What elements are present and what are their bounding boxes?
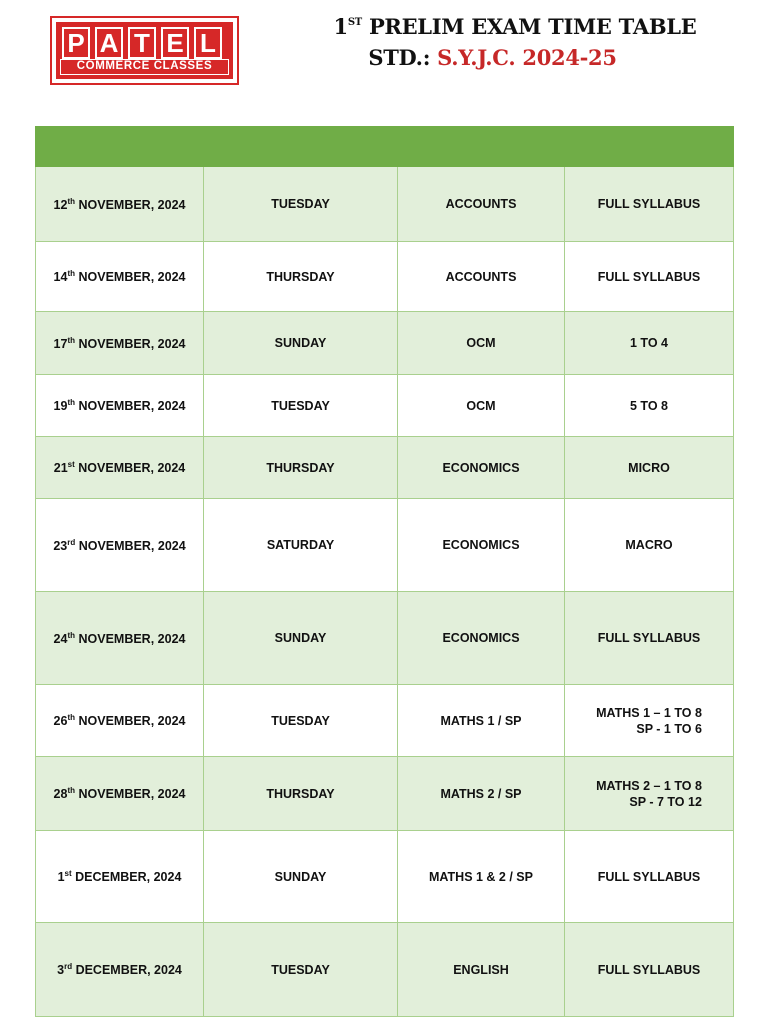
title-text: PRELIM EXAM TIME TABLE — [368, 14, 697, 39]
date-month: NOVEMBER, 2024 — [78, 399, 186, 413]
date-cell — [36, 685, 204, 757]
table-header-row — [36, 127, 734, 167]
weekday-cell: THURSDAY — [204, 757, 398, 831]
date-suffix: th — [67, 335, 75, 345]
title-number: 1 — [333, 14, 348, 39]
std-label: STD.: — [368, 45, 431, 70]
logo-letters — [62, 27, 222, 59]
date-month: NOVEMBER, 2024 — [78, 631, 186, 646]
table-row — [36, 312, 734, 375]
header-cell — [398, 127, 565, 167]
patel-logo — [50, 16, 239, 85]
header-cell — [36, 127, 204, 167]
weekday-cell: TUESDAY — [204, 167, 398, 242]
portion-line: MATHS 2 – 1 TO 8 — [596, 778, 702, 793]
date-month: NOVEMBER, 2024 — [78, 787, 186, 801]
logo-subtitle: COMMERCE CLASSES — [60, 59, 229, 75]
subject-cell: MATHS 2 / SP — [398, 757, 565, 831]
portion-line: MICRO — [628, 460, 670, 475]
date-cell — [36, 437, 204, 499]
date-day: 12 — [53, 197, 68, 212]
weekday-cell: SUNDAY — [204, 831, 398, 923]
portion-line: FULL SYLLABUS — [597, 631, 701, 645]
subject-cell: ECONOMICS — [398, 437, 565, 499]
date-cell — [36, 592, 204, 685]
portion-line: 1 TO 4 — [630, 336, 668, 350]
portion-line: FULL SYLLABUS — [597, 269, 701, 284]
portion-cell — [565, 167, 734, 242]
weekday-cell: SUNDAY — [204, 592, 398, 685]
portion-line: FULL SYLLABUS — [597, 869, 701, 884]
weekday-cell: SUNDAY — [204, 312, 398, 375]
weekday-cell: TUESDAY — [204, 923, 398, 1017]
subject-cell: ACCOUNTS — [398, 242, 565, 312]
portion-line: SP - 1 TO 6 — [636, 721, 702, 736]
date-day: 19 — [53, 399, 68, 413]
logo-letter: P — [62, 27, 90, 59]
date-month: NOVEMBER, 2024 — [78, 336, 186, 351]
header-cell — [565, 127, 734, 167]
date-cell — [36, 923, 204, 1017]
date-suffix: th — [67, 398, 75, 407]
date-month: DECEMBER, 2024 — [75, 870, 182, 884]
date-cell — [36, 167, 204, 242]
date-month: NOVEMBER, 2024 — [78, 461, 186, 475]
portion-lines — [596, 778, 702, 810]
date-day: 17 — [53, 336, 68, 351]
table-row — [36, 375, 734, 437]
timetable — [35, 126, 734, 1017]
date-day: 21 — [53, 461, 68, 475]
date-cell — [36, 757, 204, 831]
date-suffix: th — [67, 269, 75, 278]
logo-background — [56, 22, 233, 79]
date-suffix: th — [67, 713, 75, 722]
date-cell — [36, 312, 204, 375]
portion-line: SP - 7 TO 12 — [629, 794, 702, 809]
table-row — [36, 831, 734, 923]
subject-cell: MATHS 1 / SP — [398, 685, 565, 757]
table-row — [36, 757, 734, 831]
date-suffix: rd — [67, 537, 76, 547]
date-cell — [36, 499, 204, 592]
portion-line: FULL SYLLABUS — [597, 197, 701, 211]
table-row — [36, 499, 734, 592]
weekday-cell: THURSDAY — [204, 437, 398, 499]
table-row — [36, 923, 734, 1017]
date-day: 1 — [57, 870, 65, 884]
date-month: NOVEMBER, 2024 — [78, 270, 186, 284]
std-value: S.Y.J.C. 2024-25 — [437, 45, 617, 70]
portion-cell — [565, 592, 734, 685]
portion-cell — [565, 831, 734, 923]
portion-cell — [565, 757, 734, 831]
date-suffix: th — [67, 630, 75, 640]
date-cell — [36, 831, 204, 923]
title-ordinal: ST — [347, 17, 362, 28]
weekday-cell: THURSDAY — [204, 242, 398, 312]
date-suffix: st — [67, 460, 75, 469]
logo-letter: T — [128, 27, 156, 59]
date-cell — [36, 242, 204, 312]
date-day: 3 — [57, 963, 65, 977]
logo-letter: A — [95, 27, 123, 59]
date-month: NOVEMBER, 2024 — [78, 538, 186, 553]
subject-cell: OCM — [398, 375, 565, 437]
date-day: 23 — [53, 538, 68, 553]
date-month: DECEMBER, 2024 — [75, 963, 182, 977]
portion-line: MATHS 1 – 1 TO 8 — [596, 705, 702, 720]
table-row — [36, 592, 734, 685]
subject-cell: OCM — [398, 312, 565, 375]
weekday-cell: TUESDAY — [204, 685, 398, 757]
date-suffix: th — [67, 196, 75, 206]
date-cell — [36, 375, 204, 437]
date-day: 24 — [53, 631, 68, 646]
date-day: 14 — [53, 270, 68, 284]
date-suffix: th — [67, 786, 75, 795]
portion-cell — [565, 375, 734, 437]
date-suffix: st — [64, 869, 72, 878]
subject-cell: ENGLISH — [398, 923, 565, 1017]
subject-cell: MATHS 1 & 2 / SP — [398, 831, 565, 923]
subject-cell: ECONOMICS — [398, 499, 565, 592]
date-month: NOVEMBER, 2024 — [78, 714, 186, 728]
table-row — [36, 685, 734, 757]
weekday-cell: SATURDAY — [204, 499, 398, 592]
portion-line: MACRO — [625, 538, 673, 552]
weekday-cell: TUESDAY — [204, 375, 398, 437]
portion-cell — [565, 499, 734, 592]
portion-line: FULL SYLLABUS — [597, 962, 701, 977]
date-suffix: rd — [64, 962, 73, 971]
portion-cell — [565, 437, 734, 499]
portion-lines — [596, 705, 702, 737]
date-day: 26 — [53, 714, 68, 728]
date-month: NOVEMBER, 2024 — [78, 197, 186, 212]
logo-letter: E — [161, 27, 189, 59]
standard-line — [330, 45, 655, 70]
table-row — [36, 167, 734, 242]
subject-cell: ACCOUNTS — [398, 167, 565, 242]
portion-cell — [565, 312, 734, 375]
header-cell — [204, 127, 398, 167]
page-title — [330, 14, 700, 39]
date-day: 28 — [53, 787, 68, 801]
portion-cell — [565, 685, 734, 757]
portion-cell — [565, 242, 734, 312]
portion-cell — [565, 923, 734, 1017]
portion-line: 5 TO 8 — [630, 398, 668, 413]
logo-letter: L — [194, 27, 222, 59]
table-row — [36, 242, 734, 312]
table-row — [36, 437, 734, 499]
table-body — [36, 167, 734, 1017]
subject-cell: ECONOMICS — [398, 592, 565, 685]
